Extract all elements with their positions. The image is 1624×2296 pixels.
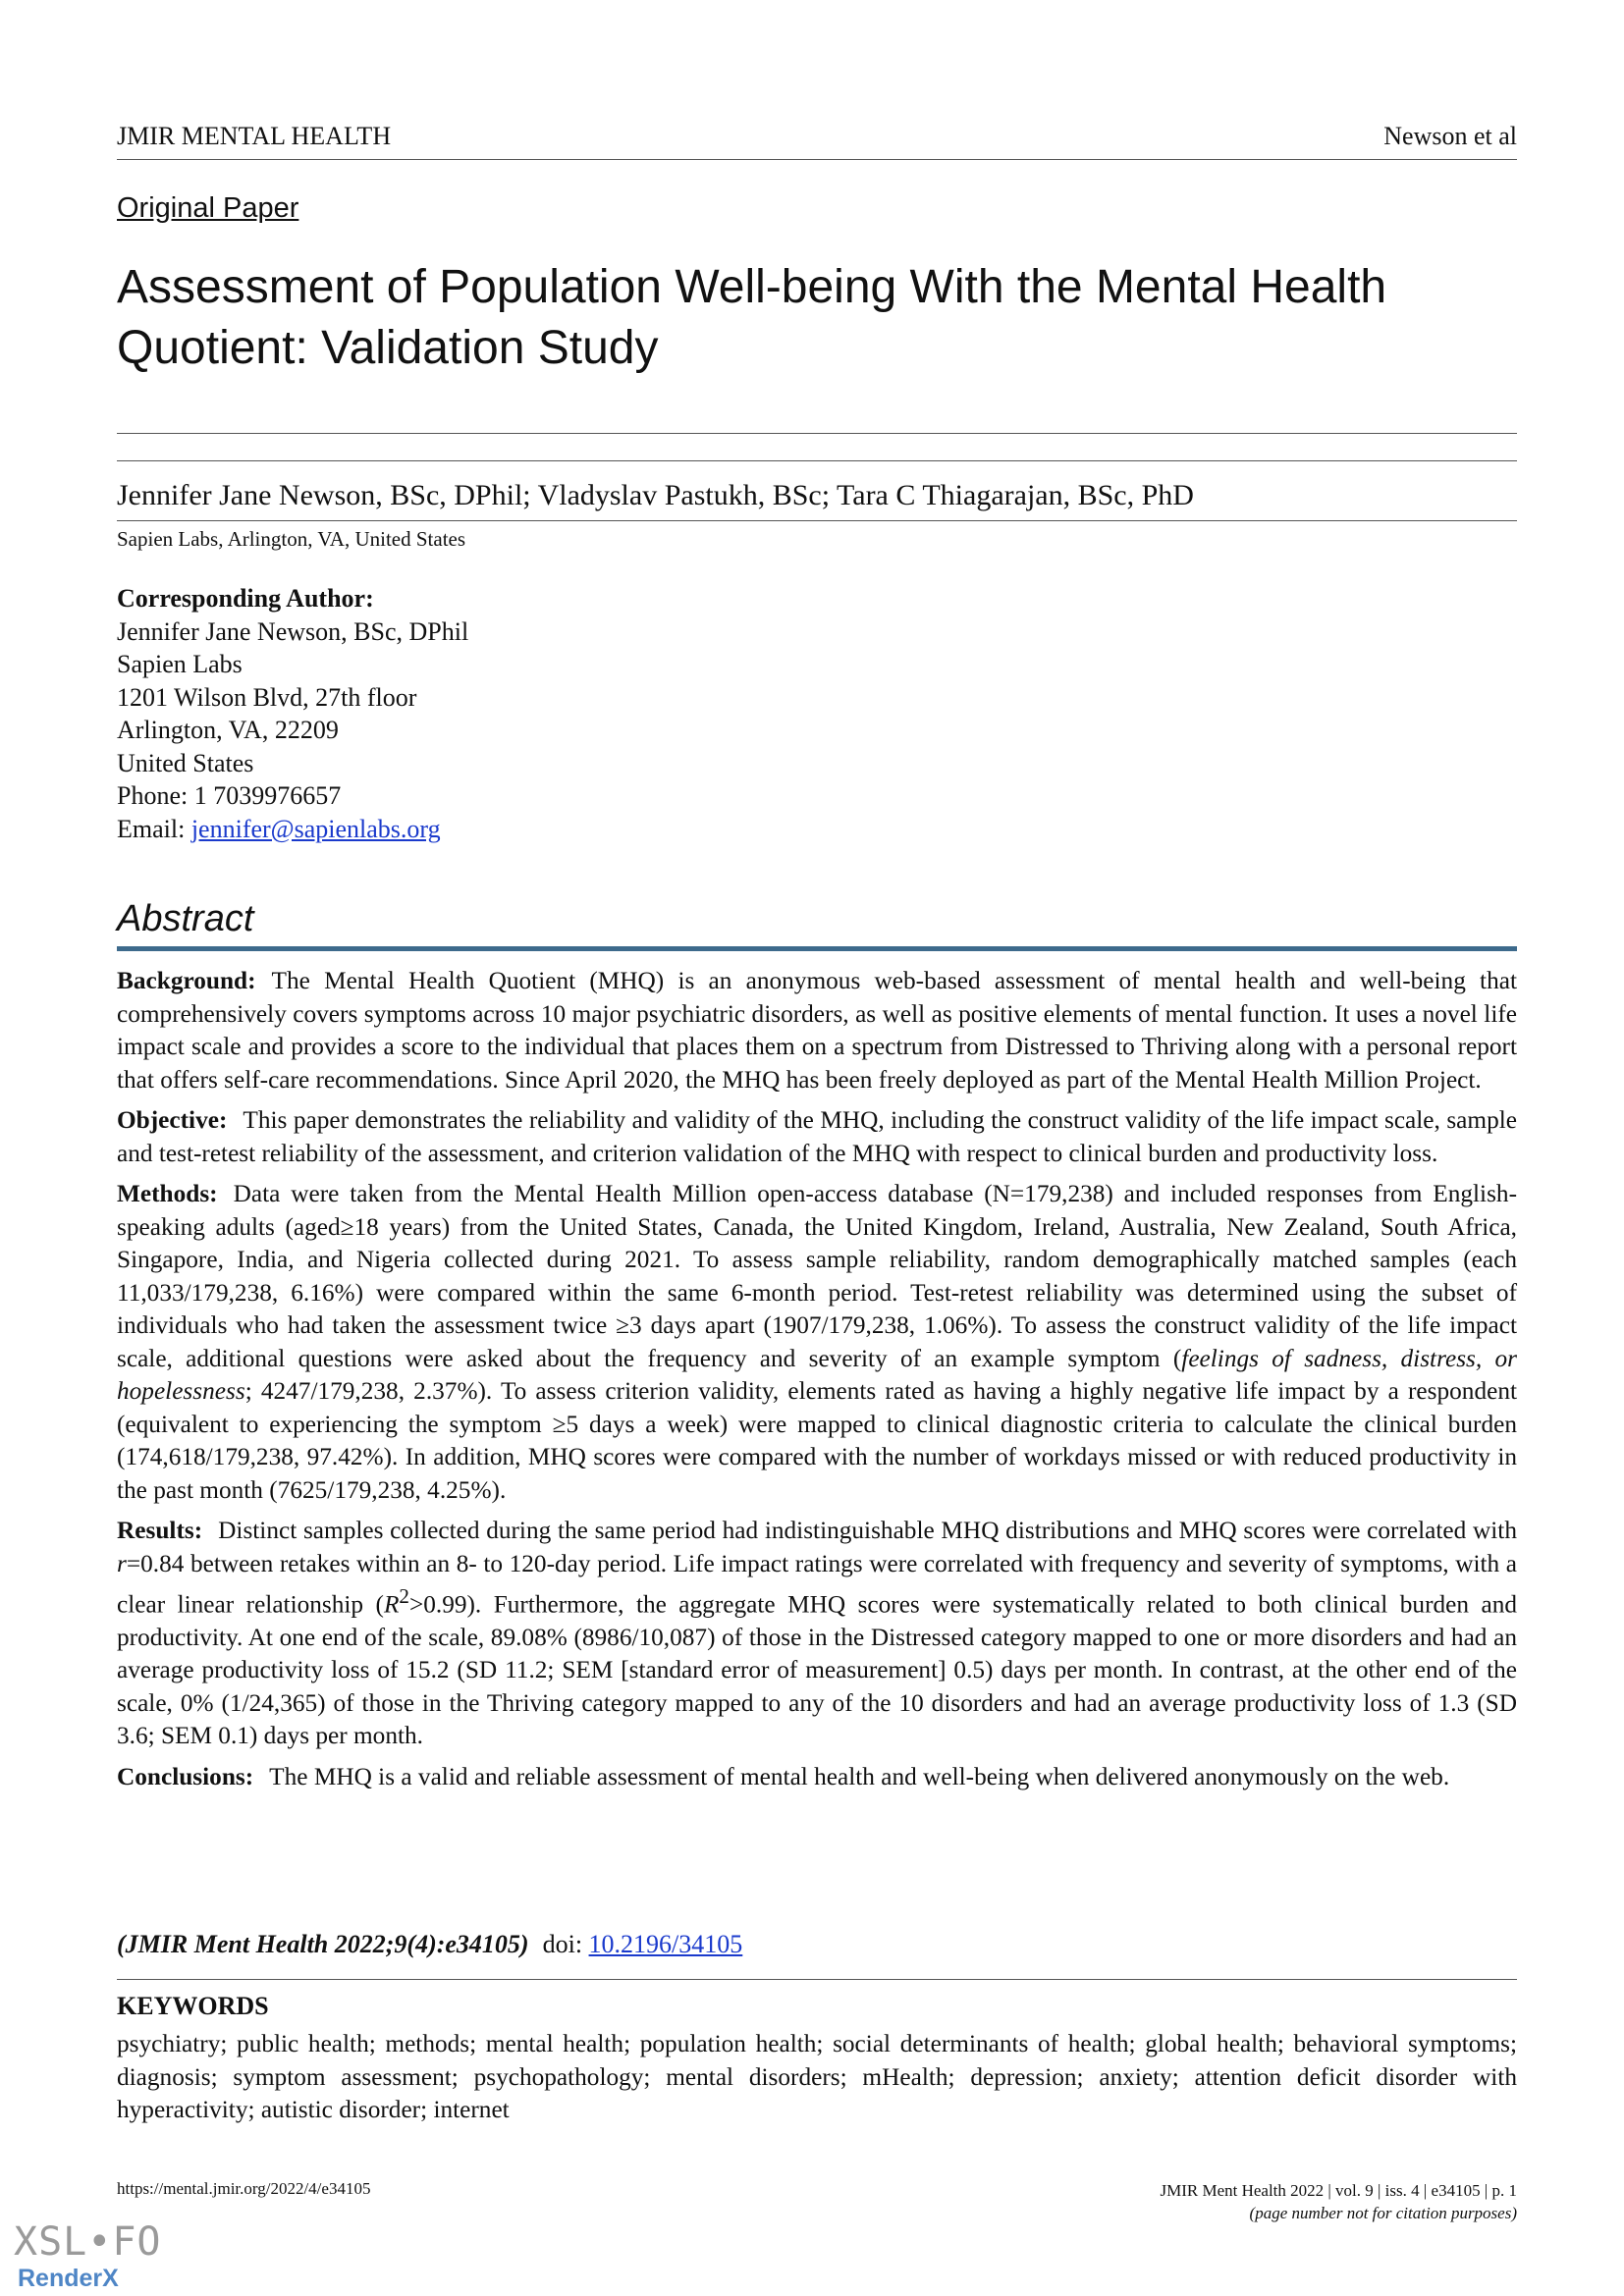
keywords-heading: KEYWORDS <box>117 1992 269 2020</box>
abstract-results <box>117 1515 1517 1753</box>
citation-line <box>117 1930 742 1959</box>
abstract-heading: Abstract <box>117 898 254 939</box>
xsl-fo-logo-text: XSL•FO <box>14 2219 162 2265</box>
affiliation: Sapien Labs, Arlington, VA, United States <box>117 527 466 551</box>
footer-info: JMIR Ment Health 2022 | vol. 9 | iss. 4 | e34105 | p. 1 <box>1160 2181 1517 2200</box>
journal-name: JMIR MENTAL HEALTH <box>117 122 392 150</box>
results-sup: 2 <box>399 1584 409 1608</box>
methods-text-2: ; 4247/179,238, 2.37%). To assess criterion validity, elements rated as having a highly negative life impact by a respondent (equivalent to experiencing the symptom ≥5 days a week) were mapped to clinical diagnostic criteria to calculate the clinical burden (174,618/179,238, 97.42%). In addition, MHQ scores were compared with the number of workdays missed or with reduced productivity in the past month (7625/179,238, 4.25%). <box>117 1377 1517 1504</box>
background-text: The Mental Health Quotient (MHQ) is an anonymous web-based assessment of mental health and well-being that comprehensively covers symptoms across 10 major psychiatric disorders, as well as positive elements of mental function. It uses a novel life impact scale and provides a score to the individual that places them on a spectrum from Distressed to Thriving along with a personal report that offers self-care recommendations. Since April 2020, the MHQ has been freely deployed as part of the Mental Health Million Project. <box>117 967 1517 1094</box>
title-rule-bottom <box>117 460 1517 461</box>
corresponding-email-line <box>117 813 468 846</box>
footer-info-block <box>1160 2179 1517 2224</box>
keywords-rule <box>117 1979 1517 1980</box>
methods-text-italic: feelings of sadness, distress, or hopelessness <box>117 1344 1517 1405</box>
objective-text: This paper demonstrates the reliability and validity of the MHQ, including the construct validity of the life impact scale, sample and test-retest reliability of the assessment, and criterion validation of the MHQ with respect to clinical burden and productivity loss. <box>117 1106 1517 1167</box>
doi-link[interactable]: 10.2196/34105 <box>588 1930 743 1958</box>
keywords-text: psychiatry; public health; methods; mental health; population health; social determinants of health; global health; behavioral symptoms; diagnosis; symptom assessment; psychopathology; mental disorders; mHealth; depression; anxiety; attention deficit disorder with hyperactivity; autistic disorder; internet <box>117 2030 1517 2123</box>
results-label: Results: <box>117 1517 203 1544</box>
corresponding-phone: Phone: 1 7039976657 <box>117 781 342 810</box>
doi-label: doi: <box>542 1930 589 1958</box>
corresponding-name: Jennifer Jane Newson, BSc, DPhil <box>117 616 469 646</box>
renderx-logo-text: RenderX <box>18 2265 119 2292</box>
conclusions-label: Conclusions: <box>117 1762 254 1790</box>
author-list: Jennifer Jane Newson, BSc, DPhil; Vladyslav Pastukh, BSc; Tara C Thiagarajan, BSc, PhD <box>117 479 1194 511</box>
objective-label: Objective: <box>117 1106 228 1134</box>
results-text-3: >0.99). Furthermore, the aggregate MHQ scores were systematically related to both clinical burden and productivity. At one end of the scale, 89.08% (8986/10,087) of those in the Distressed category mapped to one or more disorders and had an average productivity loss of 15.2 (SD 11.2; SEM [standard error of measurement] 0.5) days per month. In contrast, at the other end of the scale, 0% (1/24,365) of those in the Thriving category mapped to any of the 10 disorders and had an average productivity loss of 1.3 (SD 3.6; SEM 0.1) days per month. <box>117 1590 1517 1750</box>
citation-text: (JMIR Ment Health 2022;9(4):e34105) <box>117 1930 529 1958</box>
results-text-1: Distinct samples collected during the same period had indistinguishable MHQ distributions and MHQ scores were correlated with <box>218 1517 1517 1544</box>
conclusions-text: The MHQ is a valid and reliable assessment of mental health and well-being when delivered anonymously on the web. <box>269 1762 1450 1790</box>
abstract-bar <box>117 946 1517 951</box>
abstract-body <box>117 965 1517 1801</box>
corresponding-address-2: Arlington, VA, 22209 <box>117 716 339 744</box>
methods-label: Methods: <box>117 1180 218 1207</box>
abstract-objective <box>117 1104 1517 1170</box>
background-label: Background: <box>117 967 256 994</box>
paper-title: Assessment of Population Well-being With the Mental Health Quotient: Validation Study <box>117 261 1387 374</box>
corresponding-author <box>117 582 468 845</box>
footer-note: (page number not for citation purposes) <box>1249 2204 1517 2222</box>
section-label: Original Paper <box>117 192 299 224</box>
corresponding-address-1: 1201 Wilson Blvd, 27th floor <box>117 682 417 712</box>
methods-text-1: Data were taken from the Mental Health Million open-access database (N=179,238) and included responses from English-speaking adults (aged≥18 years) from the United States, Canada, the United Kingdom, Ireland, Australia, New Zealand, South Africa, Singapore, India, and Nigeria collected during 2021. To assess sample reliability, random demographically matched samples (each 11,033/179,238, 6.16%) were compared within the same 6-month period. Test-retest reliability was determined using the subset of individuals who had taken the assessment twice ≥3 days apart (1907/179,238, 1.06%). To assess the construct validity of the life impact scale, additional questions were asked about the frequency and severity of an example symptom ( <box>117 1180 1517 1372</box>
abstract-background <box>117 965 1517 1096</box>
running-head <box>117 120 1517 160</box>
corresponding-org: Sapien Labs <box>117 650 243 678</box>
results-text-2: =0.84 between retakes within an 8- to 120-day period. Life impact ratings were correlated with frequency and severity of symptoms, with a clear linear relationship ( <box>117 1549 1517 1619</box>
running-authors: Newson et al <box>1383 122 1517 150</box>
abstract-conclusions <box>117 1761 1517 1794</box>
results-R: R <box>383 1590 400 1619</box>
footer-url: https://mental.jmir.org/2022/4/e34105 <box>117 2179 371 2198</box>
corresponding-country: United States <box>117 748 254 777</box>
email-label: Email: <box>117 814 191 843</box>
results-r: r <box>117 1549 127 1577</box>
abstract-methods <box>117 1178 1517 1507</box>
author-rule <box>117 520 1517 521</box>
renderx-logo <box>14 2220 162 2293</box>
corresponding-label: Corresponding Author: <box>117 584 374 613</box>
email-link[interactable]: jennifer@sapienlabs.org <box>190 814 441 843</box>
title-rule-top <box>117 433 1517 434</box>
